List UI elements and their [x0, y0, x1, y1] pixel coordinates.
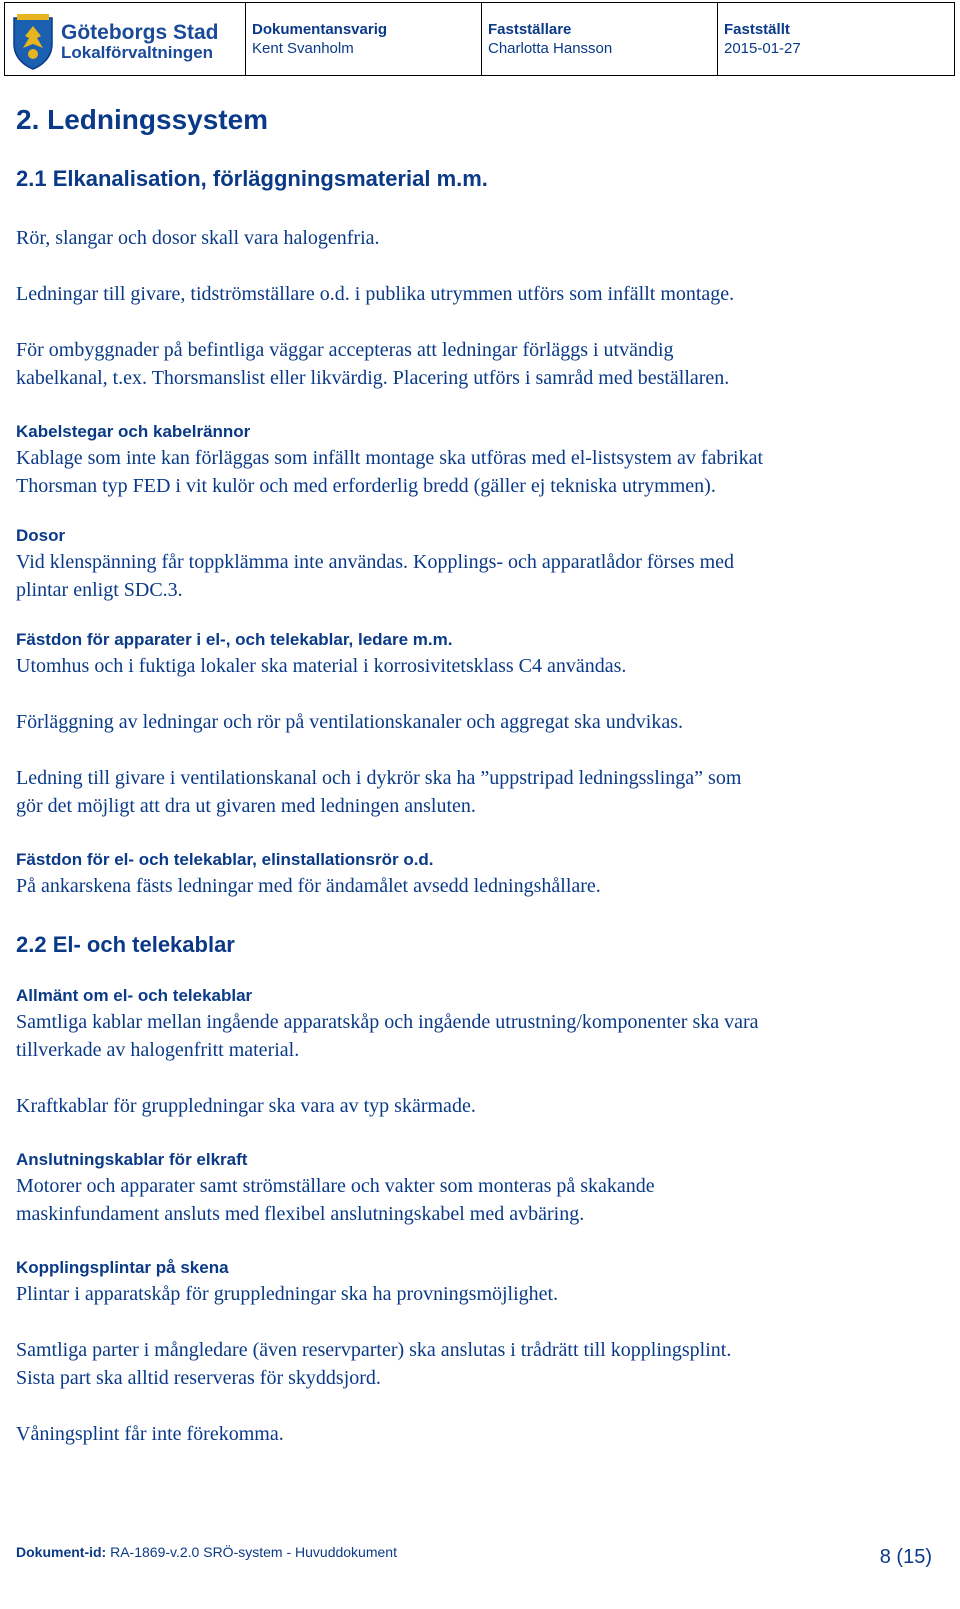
paragraph: Kraftkablar för gruppledningar ska vara av typ skärmade. — [16, 1095, 476, 1117]
paragraph: Thorsman typ FED i vit kulör och med erforderlig bredd (gäller ej tekniska utrymmen). — [16, 475, 716, 497]
paragraph: kabelkanal, t.ex. Thorsmanslist eller likvärdig. Placering utförs i samråd med beställaren. — [16, 367, 730, 389]
paragraph: Ledningar till givare, tidströmställare o.d. i publika utrymmen utförs som infällt montage. — [16, 283, 735, 305]
document-header — [4, 2, 955, 76]
paragraph: Plintar i apparatskåp för gruppledningar ska ha provningsmöjlighet. — [16, 1283, 559, 1305]
paragraph: På ankarskena fästs ledningar med för ändamålet avsedd ledningshållare. — [16, 875, 601, 897]
org-name: Göteborgs Stad — [61, 21, 219, 45]
paragraph: För ombyggnader på befintliga väggar accepteras att ledningar förläggs i utvändig — [16, 339, 674, 361]
subheading-kopplingsplintar: Kopplingsplintar på skena — [16, 1258, 229, 1277]
paragraph: Rör, slangar och dosor skall vara halogenfria. — [16, 227, 380, 249]
approved-date: 2015-01-27 — [724, 40, 801, 57]
subheading-allmant: Allmänt om el- och telekablar — [16, 986, 253, 1005]
paragraph: Våningsplint får inte förekomma. — [16, 1423, 284, 1445]
paragraph: tillverkade av halogenfritt material. — [16, 1039, 300, 1061]
section-title-2-1: 2.1 Elkanalisation, förläggningsmaterial m.m. — [16, 166, 488, 191]
paragraph: Motorer och apparater samt strömställare och vakter som monteras på skakande — [16, 1175, 655, 1197]
responsible-value: Kent Svanholm — [252, 40, 354, 57]
approved-label: Fastställt — [724, 21, 790, 38]
paragraph: Samtliga parter i mångledare (även reservparter) ska anslutas i trådrätt till kopplingsplint. — [16, 1339, 732, 1361]
paragraph: Kablage som inte kan förläggas som infällt montage ska utföras med el-listsystem av fabrikat — [16, 447, 764, 469]
section-title-2-2: 2.2 El- och telekablar — [16, 932, 235, 957]
approved-cell — [718, 3, 954, 75]
paragraph: Utomhus och i fuktiga lokaler ska material i korrosivitetsklass C4 användas. — [16, 655, 627, 677]
paragraph: maskinfundament ansluts med flexibel anslutningskabel med avbäring. — [16, 1203, 585, 1225]
responsible-label: Dokumentansvarig — [252, 21, 388, 38]
document-id-label: Dokument-id: — [16, 1544, 107, 1560]
org-department: Lokalförvaltningen — [61, 43, 214, 63]
city-crest-logo — [11, 14, 55, 70]
subheading-fastdon-kablar: Fästdon för el- och telekablar, elinstallationsrör o.d. — [16, 850, 434, 869]
paragraph: plintar enligt SDC.3. — [16, 579, 183, 601]
responsible-cell — [246, 3, 482, 75]
approver-label: Fastställare — [488, 21, 572, 38]
chapter-title: 2. Ledningssystem — [16, 104, 269, 135]
subheading-dosor: Dosor — [16, 526, 66, 545]
document-id-value: RA-1869-v.2.0 SRÖ-system - Huvuddokument — [106, 1544, 397, 1560]
paragraph: Förläggning av ledningar och rör på ventilationskanaler och aggregat ska undvikas. — [16, 711, 684, 733]
logo-block — [5, 3, 246, 75]
page-number: 8 (15) — [879, 1546, 932, 1568]
paragraph: Samtliga kablar mellan ingående apparatskåp och ingående utrustning/komponenter ska vara — [16, 1011, 759, 1033]
subheading-fastdon-apparater: Fästdon för apparater i el-, och telekablar, ledare m.m. — [16, 630, 453, 649]
paragraph: Ledning till givare i ventilationskanal och i dykrör ska ha ”uppstripad ledningsslinga” som — [16, 767, 742, 789]
paragraph: Vid klenspänning får toppklämma inte användas. Kopplings- och apparatlådor förses med — [16, 551, 735, 573]
approver-cell — [482, 3, 718, 75]
document-id — [16, 1544, 397, 1560]
subheading-kabelstegar: Kabelstegar och kabelrännor — [16, 422, 251, 441]
paragraph: gör det möjligt att dra ut givaren med ledningen ansluten. — [16, 795, 476, 817]
paragraph: Sista part ska alltid reserveras för skyddsjord. — [16, 1367, 381, 1389]
subheading-anslutningskablar: Anslutningskablar för elkraft — [16, 1150, 248, 1169]
approver-value: Charlotta Hansson — [488, 40, 613, 57]
